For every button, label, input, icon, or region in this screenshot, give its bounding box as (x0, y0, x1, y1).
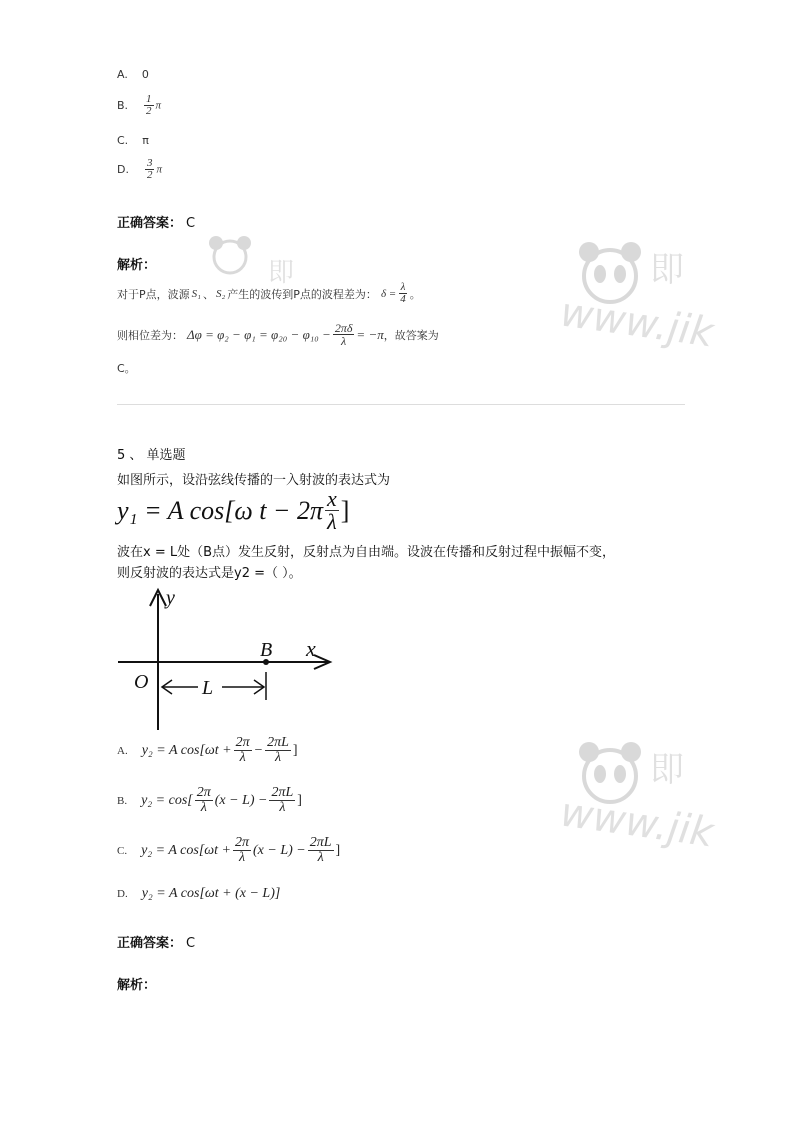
q5-option-d: D. y₂ = A cos[ωt + (x − L)] (117, 886, 281, 901)
q5-number: 5 、 单选题 (117, 448, 186, 463)
q5-formula: y₁ = A cos[ω t − 2π $\frac{x}{\lambda}$ ] (117, 486, 350, 534)
fraction: $\frac{\lambda}{4}$ (400, 281, 406, 305)
q4-analysis-line1: 对于P点，波源 S₁ 、 S₂ 产生的波传到P点的波程差为： δ = $\frac{\lambda}{4}$ 。 (117, 281, 421, 305)
q5-stem-line3: 则反射波的表达式是y2 =（ ）。 (117, 566, 302, 581)
fraction: $\frac{2\pi L}{\lambda}$ (267, 735, 289, 765)
q4-analysis-line2: 则相位差为： Δφ = φ₂ − φ₁ = φ₂₀ − φ₁₀ − $\frac{2\pi\delta}{\lambda}$ = −π ，故答案为 (117, 321, 439, 348)
q4-analysis-label: 解析： (117, 258, 157, 273)
fraction: $\frac{2\pi}{\lambda}$ (235, 735, 250, 765)
fraction: $\frac{2\pi}{\lambda}$ (235, 835, 250, 865)
q5-stem-line2: 波在x = L处（B点）发生反射，反射点为自由端。设波在传播和反射过程中振幅不变， (117, 545, 616, 560)
point-b-label: B (260, 639, 273, 661)
q5-option-a: A. y₂ = A cos[ωt + $\frac{2\pi}{\lambda}$ − $\frac{2\pi L}{\lambda}$ ] (117, 735, 298, 765)
watermark-panda-icon (200, 235, 260, 275)
q4-option-c: C. π (117, 134, 149, 147)
fraction: $\frac{2\pi\delta}{\lambda}$ (334, 321, 353, 348)
fraction: $\frac{2\pi L}{\lambda}$ (271, 785, 294, 815)
length-label: L (202, 677, 214, 699)
q4-option-d: D. $\frac{3}{2}$ π (117, 157, 162, 181)
fraction: $\frac{x}{\lambda}$ (327, 486, 337, 534)
watermark-url: www.jik (557, 789, 717, 857)
q4-option-a: A. 0 (117, 68, 149, 81)
watermark-text: 即 (268, 258, 295, 288)
q4-option-b: B. $\frac{1}{2}$ π (117, 93, 162, 117)
q4-analysis-line3: C。 (117, 362, 136, 375)
q5-option-c: C. y₂ = A cos[ωt + $\frac{2\pi}{\lambda}$ (x − L) − $\frac{2\pi L}{\lambda}$ ] (117, 835, 341, 865)
watermark-text: 即 (650, 250, 684, 290)
watermark-url: www.jik (557, 289, 717, 357)
q5-answer: 正确答案： C (117, 936, 196, 951)
section-divider (117, 404, 685, 405)
q5-analysis-label: 解析： (117, 978, 157, 993)
fraction: $\frac{1}{2}$ (146, 93, 152, 117)
fraction: $\frac{2\pi L}{\lambda}$ (309, 835, 332, 865)
q5-option-b: B. y₂ = cos[ $\frac{2\pi}{\lambda}$ (x − L) − $\frac{2\pi L}{\lambda}$ ] (117, 785, 302, 815)
fraction: $\frac{3}{2}$ (146, 157, 153, 181)
origin-label: O (134, 671, 149, 693)
y-axis-label: y (166, 587, 175, 609)
x-axis-label: x (306, 636, 316, 661)
q5-stem-line1: 如图所示，设沿弦线传播的一入射波的表达式为 (117, 473, 391, 488)
q4-answer: 正确答案： C (117, 216, 196, 231)
watermark-text: 即 (650, 750, 684, 790)
q5-figure (110, 584, 340, 732)
fraction: $\frac{2\pi}{\lambda}$ (196, 785, 211, 815)
